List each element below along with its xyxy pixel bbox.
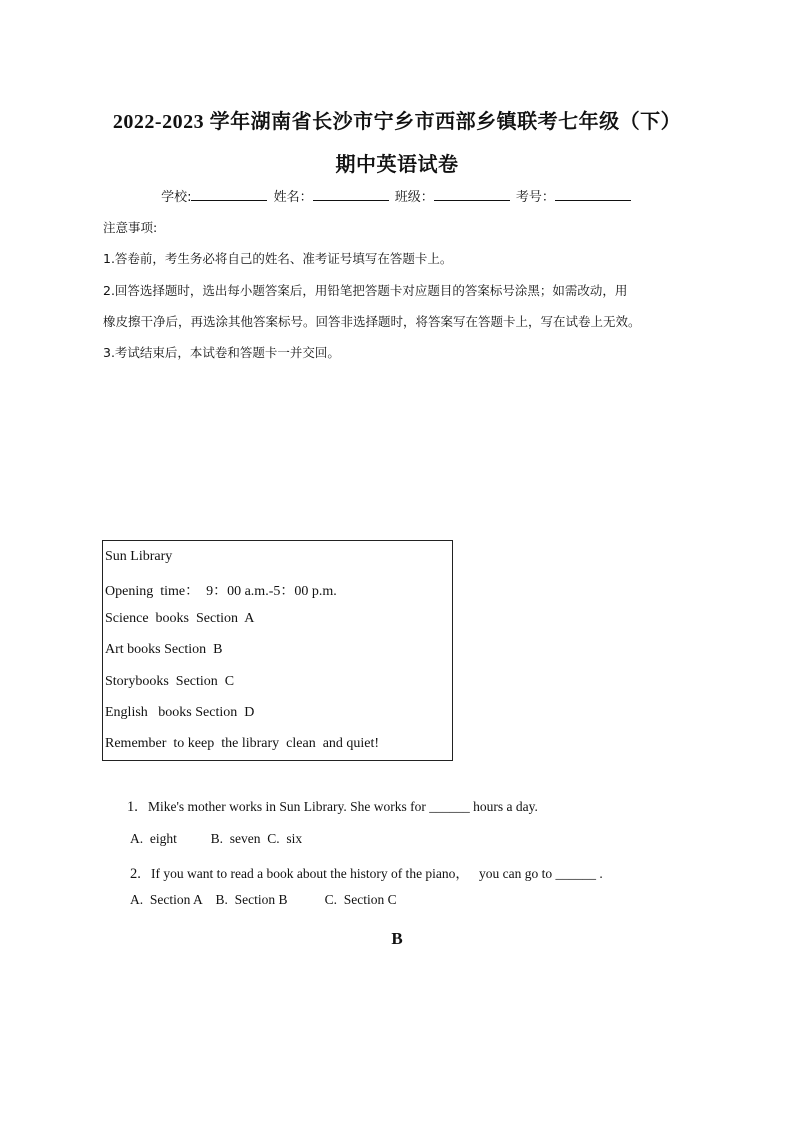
section-label: B xyxy=(391,929,403,948)
school-label: 学校: xyxy=(161,190,192,205)
notice-line: Opening time： 9：00 a.m.-5：00 p.m. xyxy=(105,584,337,599)
notice-line: Sun Library xyxy=(105,549,173,564)
note-item-2 xyxy=(103,275,703,337)
class-blank xyxy=(434,188,510,201)
exam-number-label: 考号： xyxy=(515,190,555,205)
name-label: 姓名： xyxy=(273,190,313,205)
question-2-stem xyxy=(130,862,603,883)
question-number: 1. xyxy=(127,799,138,815)
note-item-2-line-1: 2.回答选择题时，选出每小题答案后，用铅笔把答题卡对应题目的答案标号涂黑；如需改动，用 xyxy=(103,283,628,298)
exam-number-blank xyxy=(555,188,631,201)
question-text: If you want to read a book about the history of the piano， you can go to ______ . xyxy=(151,866,603,881)
question-1-options: A. eight B. seven C. six xyxy=(130,831,303,846)
notice-line: Remember to keep the library clean and quiet! xyxy=(105,736,380,751)
question-text: Mike's mother works in Sun Library. She works for ______ hours a day. xyxy=(148,799,538,814)
question-number: 2. xyxy=(130,866,141,882)
exam-title-line-2: 期中英语试卷 xyxy=(335,154,459,176)
question-2-options: A. Section A B. Section B C. Section C xyxy=(130,892,397,907)
library-notice-box xyxy=(102,540,453,761)
question-1-stem xyxy=(127,799,538,816)
note-item-1: 1.答卷前，考生务必将自己的姓名、准考证号填写在答题卡上。 xyxy=(103,251,453,266)
student-info-row xyxy=(0,186,794,205)
exam-title-line-1: 2022-2023 学年湖南省长沙市宁乡市西部乡镇联考七年级（下） xyxy=(112,111,682,133)
notice-line: English books Section D xyxy=(105,705,255,720)
notes-heading: 注意事项: xyxy=(103,220,158,235)
notice-line: Storybooks Section C xyxy=(105,674,235,689)
class-label: 班级： xyxy=(394,190,434,205)
school-blank xyxy=(191,188,267,201)
notice-line: Art books Section B xyxy=(105,642,223,657)
note-item-2-line-2: 橡皮擦干净后，再选涂其他答案标号。回答非选择题时，将答案写在答题卡上，写在试卷上无效。 xyxy=(103,314,641,329)
notice-line: Science books Section A xyxy=(105,611,255,626)
name-blank xyxy=(313,188,389,201)
note-item-3: 3.考试结束后，本试卷和答题卡一并交回。 xyxy=(103,345,340,360)
